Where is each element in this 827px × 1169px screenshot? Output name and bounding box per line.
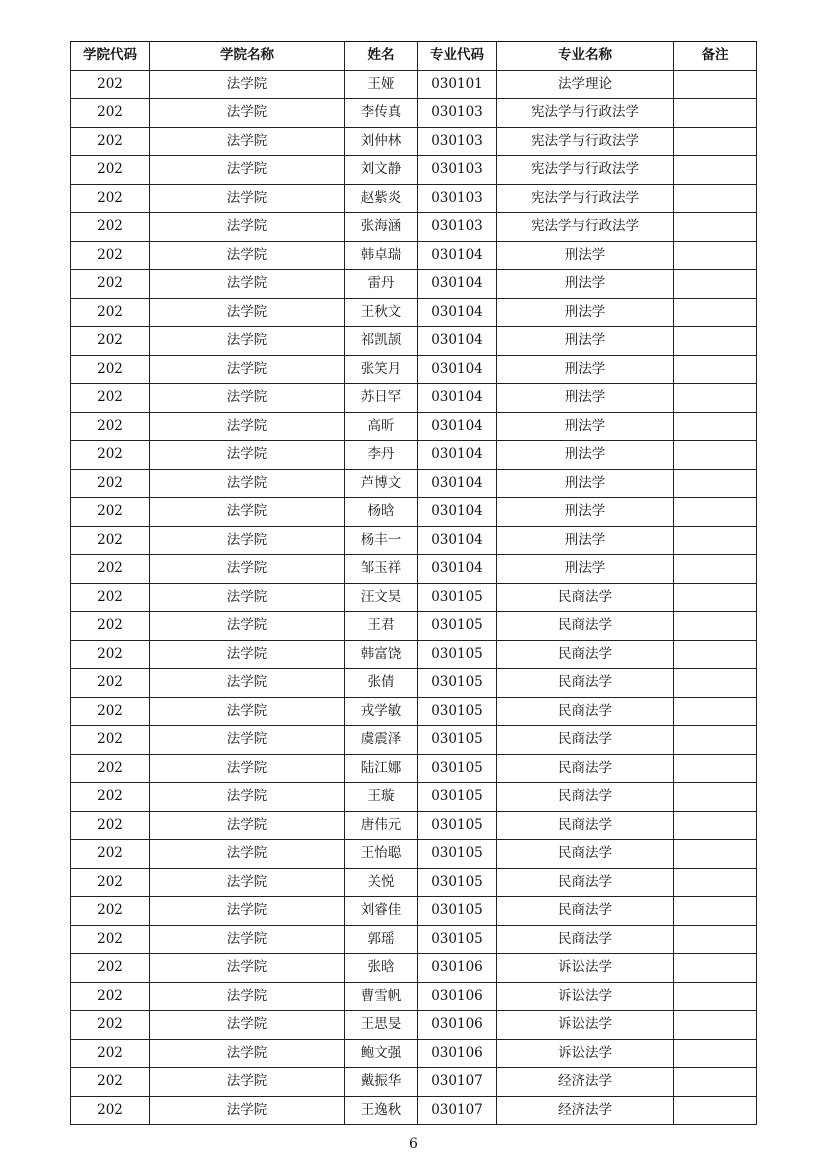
cell-major-code: 030105: [418, 783, 497, 812]
table-row: [71, 726, 757, 755]
table-row: [71, 840, 757, 869]
cell-college-code: 202: [71, 298, 150, 327]
cell-college-code: 202: [71, 754, 150, 783]
cell-remarks: [674, 498, 757, 527]
cell-major-name: 民商法学: [497, 811, 674, 840]
cell-major-name: 民商法学: [497, 612, 674, 641]
table-row: [71, 184, 757, 213]
table-row: [71, 868, 757, 897]
cell-college-name: 法学院: [150, 982, 345, 1011]
cell-student-name: 张笑月: [345, 355, 418, 384]
table-row: [71, 555, 757, 584]
cell-college-name: 法学院: [150, 469, 345, 498]
cell-major-code: 030106: [418, 1011, 497, 1040]
cell-student-name: 戴振华: [345, 1068, 418, 1097]
cell-college-name: 法学院: [150, 526, 345, 555]
cell-major-code: 030105: [418, 669, 497, 698]
cell-college-code: 202: [71, 726, 150, 755]
cell-major-code: 030104: [418, 298, 497, 327]
cell-student-name: 李传真: [345, 99, 418, 128]
cell-student-name: 王璇: [345, 783, 418, 812]
cell-major-name: 民商法学: [497, 640, 674, 669]
cell-college-name: 法学院: [150, 156, 345, 185]
table-row: [71, 640, 757, 669]
cell-remarks: [674, 526, 757, 555]
cell-remarks: [674, 241, 757, 270]
table-row: [71, 1068, 757, 1097]
cell-remarks: [674, 640, 757, 669]
cell-student-name: 曹雪帆: [345, 982, 418, 1011]
cell-major-code: 030104: [418, 327, 497, 356]
cell-student-name: 韩富饶: [345, 640, 418, 669]
cell-remarks: [674, 669, 757, 698]
cell-college-name: 法学院: [150, 897, 345, 926]
cell-college-name: 法学院: [150, 640, 345, 669]
cell-major-code: 030106: [418, 954, 497, 983]
cell-college-code: 202: [71, 612, 150, 641]
cell-major-name: 宪法学与行政法学: [497, 213, 674, 242]
cell-college-code: 202: [71, 783, 150, 812]
cell-college-name: 法学院: [150, 1039, 345, 1068]
cell-college-code: 202: [71, 669, 150, 698]
cell-college-name: 法学院: [150, 498, 345, 527]
cell-college-code: 202: [71, 127, 150, 156]
cell-remarks: [674, 270, 757, 299]
cell-major-name: 诉讼法学: [497, 982, 674, 1011]
cell-student-name: 王娅: [345, 70, 418, 99]
table-row: [71, 70, 757, 99]
cell-college-name: 法学院: [150, 925, 345, 954]
cell-major-code: 030104: [418, 270, 497, 299]
cell-major-code: 030106: [418, 982, 497, 1011]
cell-student-name: 韩卓瑞: [345, 241, 418, 270]
cell-college-name: 法学院: [150, 783, 345, 812]
cell-major-name: 刑法学: [497, 498, 674, 527]
cell-major-code: 030105: [418, 640, 497, 669]
cell-student-name: 王思旻: [345, 1011, 418, 1040]
cell-major-code: 030105: [418, 583, 497, 612]
cell-major-name: 刑法学: [497, 384, 674, 413]
table-row: [71, 355, 757, 384]
cell-college-name: 法学院: [150, 669, 345, 698]
cell-major-name: 经济法学: [497, 1068, 674, 1097]
cell-college-name: 法学院: [150, 840, 345, 869]
cell-college-code: 202: [71, 1039, 150, 1068]
cell-student-name: 李丹: [345, 441, 418, 470]
table-row: [71, 669, 757, 698]
cell-college-name: 法学院: [150, 1068, 345, 1097]
cell-college-name: 法学院: [150, 441, 345, 470]
cell-remarks: [674, 925, 757, 954]
cell-college-code: 202: [71, 156, 150, 185]
cell-major-name: 经济法学: [497, 1096, 674, 1125]
table-row: [71, 982, 757, 1011]
cell-student-name: 关悦: [345, 868, 418, 897]
table-row: [71, 697, 757, 726]
table-row: [71, 384, 757, 413]
cell-remarks: [674, 1068, 757, 1097]
cell-major-name: 诉讼法学: [497, 1039, 674, 1068]
cell-college-name: 法学院: [150, 811, 345, 840]
cell-major-code: 030101: [418, 70, 497, 99]
cell-college-name: 法学院: [150, 270, 345, 299]
cell-college-code: 202: [71, 982, 150, 1011]
cell-remarks: [674, 555, 757, 584]
cell-student-name: 王君: [345, 612, 418, 641]
cell-major-code: 030103: [418, 127, 497, 156]
cell-major-name: 民商法学: [497, 726, 674, 755]
cell-college-code: 202: [71, 925, 150, 954]
cell-major-code: 030103: [418, 213, 497, 242]
cell-major-code: 030104: [418, 384, 497, 413]
cell-college-name: 法学院: [150, 298, 345, 327]
cell-major-code: 030105: [418, 697, 497, 726]
cell-college-code: 202: [71, 640, 150, 669]
cell-college-code: 202: [71, 412, 150, 441]
cell-remarks: [674, 469, 757, 498]
cell-college-code: 202: [71, 840, 150, 869]
table-row: [71, 241, 757, 270]
cell-major-code: 030104: [418, 526, 497, 555]
cell-college-code: 202: [71, 441, 150, 470]
cell-college-code: 202: [71, 213, 150, 242]
cell-college-code: 202: [71, 270, 150, 299]
cell-college-name: 法学院: [150, 241, 345, 270]
cell-remarks: [674, 412, 757, 441]
cell-remarks: [674, 1011, 757, 1040]
cell-college-code: 202: [71, 469, 150, 498]
cell-major-code: 030104: [418, 241, 497, 270]
cell-college-name: 法学院: [150, 868, 345, 897]
cell-remarks: [674, 1039, 757, 1068]
header-college-name: 学院名称: [150, 42, 345, 71]
cell-remarks: [674, 441, 757, 470]
cell-remarks: [674, 811, 757, 840]
cell-student-name: 雷丹: [345, 270, 418, 299]
table-row: [71, 298, 757, 327]
cell-major-name: 宪法学与行政法学: [497, 127, 674, 156]
cell-college-code: 202: [71, 184, 150, 213]
table-row: [71, 1096, 757, 1125]
cell-college-code: 202: [71, 70, 150, 99]
cell-student-name: 芦博文: [345, 469, 418, 498]
table-row: [71, 441, 757, 470]
cell-student-name: 刘仲林: [345, 127, 418, 156]
cell-college-code: 202: [71, 384, 150, 413]
header-student-name: 姓名: [345, 42, 418, 71]
cell-student-name: 王怡聪: [345, 840, 418, 869]
cell-college-name: 法学院: [150, 697, 345, 726]
table-row: [71, 612, 757, 641]
table-row: [71, 754, 757, 783]
cell-major-code: 030105: [418, 726, 497, 755]
cell-remarks: [674, 213, 757, 242]
cell-college-code: 202: [71, 868, 150, 897]
cell-major-code: 030104: [418, 498, 497, 527]
cell-college-code: 202: [71, 498, 150, 527]
cell-student-name: 高昕: [345, 412, 418, 441]
cell-college-code: 202: [71, 555, 150, 584]
cell-major-code: 030103: [418, 99, 497, 128]
cell-college-code: 202: [71, 954, 150, 983]
cell-college-code: 202: [71, 355, 150, 384]
table-row: [71, 469, 757, 498]
cell-student-name: 鲍文强: [345, 1039, 418, 1068]
cell-major-code: 030105: [418, 868, 497, 897]
cell-major-name: 法学理论: [497, 70, 674, 99]
cell-remarks: [674, 726, 757, 755]
cell-major-name: 刑法学: [497, 327, 674, 356]
table-row: [71, 498, 757, 527]
cell-major-code: 030104: [418, 355, 497, 384]
cell-college-name: 法学院: [150, 412, 345, 441]
cell-student-name: 王秋文: [345, 298, 418, 327]
cell-major-code: 030105: [418, 840, 497, 869]
cell-remarks: [674, 1096, 757, 1125]
cell-remarks: [674, 384, 757, 413]
cell-student-name: 刘文静: [345, 156, 418, 185]
header-remarks: 备注: [674, 42, 757, 71]
table-row: [71, 954, 757, 983]
cell-major-name: 刑法学: [497, 355, 674, 384]
header-major-code: 专业代码: [418, 42, 497, 71]
cell-major-name: 刑法学: [497, 526, 674, 555]
table-header: [71, 42, 757, 71]
cell-major-name: 民商法学: [497, 697, 674, 726]
table-row: [71, 127, 757, 156]
table-row: [71, 270, 757, 299]
header-college-code: 学院代码: [71, 42, 150, 71]
cell-major-name: 刑法学: [497, 469, 674, 498]
cell-college-name: 法学院: [150, 555, 345, 584]
cell-remarks: [674, 954, 757, 983]
cell-student-name: 虞震泽: [345, 726, 418, 755]
cell-major-name: 刑法学: [497, 555, 674, 584]
cell-major-name: 刑法学: [497, 241, 674, 270]
cell-major-name: 民商法学: [497, 897, 674, 926]
page-number: 6: [409, 1136, 418, 1152]
cell-college-code: 202: [71, 327, 150, 356]
cell-major-code: 030107: [418, 1068, 497, 1097]
cell-college-name: 法学院: [150, 355, 345, 384]
cell-college-name: 法学院: [150, 754, 345, 783]
cell-major-name: 宪法学与行政法学: [497, 184, 674, 213]
cell-major-name: 诉讼法学: [497, 954, 674, 983]
table-row: [71, 213, 757, 242]
cell-major-code: 030103: [418, 184, 497, 213]
cell-remarks: [674, 754, 757, 783]
cell-major-name: 刑法学: [497, 412, 674, 441]
table-row: [71, 783, 757, 812]
cell-major-name: 诉讼法学: [497, 1011, 674, 1040]
table-row: [71, 583, 757, 612]
table-row: [71, 1039, 757, 1068]
cell-student-name: 张晗: [345, 954, 418, 983]
student-roster-table: [70, 41, 757, 1125]
cell-remarks: [674, 355, 757, 384]
cell-remarks: [674, 840, 757, 869]
cell-college-code: 202: [71, 1096, 150, 1125]
cell-college-name: 法学院: [150, 612, 345, 641]
cell-remarks: [674, 298, 757, 327]
table-body: [71, 70, 757, 1125]
cell-remarks: [674, 868, 757, 897]
cell-student-name: 祁凯颉: [345, 327, 418, 356]
cell-student-name: 杨丰一: [345, 526, 418, 555]
cell-remarks: [674, 70, 757, 99]
cell-remarks: [674, 697, 757, 726]
table-row: [71, 925, 757, 954]
cell-remarks: [674, 583, 757, 612]
table-row: [71, 897, 757, 926]
cell-college-code: 202: [71, 241, 150, 270]
cell-remarks: [674, 612, 757, 641]
cell-student-name: 唐伟元: [345, 811, 418, 840]
cell-major-name: 民商法学: [497, 669, 674, 698]
cell-student-name: 张海涵: [345, 213, 418, 242]
cell-college-name: 法学院: [150, 384, 345, 413]
cell-remarks: [674, 127, 757, 156]
cell-major-name: 民商法学: [497, 868, 674, 897]
cell-college-code: 202: [71, 526, 150, 555]
cell-major-code: 030105: [418, 897, 497, 926]
cell-remarks: [674, 897, 757, 926]
cell-major-code: 030105: [418, 925, 497, 954]
cell-college-name: 法学院: [150, 1011, 345, 1040]
cell-college-code: 202: [71, 897, 150, 926]
cell-college-name: 法学院: [150, 127, 345, 156]
cell-student-name: 刘睿佳: [345, 897, 418, 926]
cell-college-code: 202: [71, 99, 150, 128]
cell-college-code: 202: [71, 811, 150, 840]
cell-college-name: 法学院: [150, 70, 345, 99]
cell-major-name: 宪法学与行政法学: [497, 99, 674, 128]
cell-major-code: 030106: [418, 1039, 497, 1068]
cell-remarks: [674, 783, 757, 812]
cell-student-name: 王逸秋: [345, 1096, 418, 1125]
cell-remarks: [674, 99, 757, 128]
cell-student-name: 苏日罕: [345, 384, 418, 413]
cell-major-name: 民商法学: [497, 840, 674, 869]
cell-major-code: 030104: [418, 555, 497, 584]
cell-college-name: 法学院: [150, 184, 345, 213]
cell-student-name: 戎学敏: [345, 697, 418, 726]
cell-major-name: 刑法学: [497, 298, 674, 327]
cell-major-name: 宪法学与行政法学: [497, 156, 674, 185]
cell-major-code: 030105: [418, 754, 497, 783]
cell-college-name: 法学院: [150, 1096, 345, 1125]
cell-major-code: 030103: [418, 156, 497, 185]
header-major-name: 专业名称: [497, 42, 674, 71]
table-row: [71, 327, 757, 356]
cell-college-name: 法学院: [150, 327, 345, 356]
cell-major-name: 民商法学: [497, 583, 674, 612]
header-row: [71, 42, 757, 71]
cell-major-code: 030104: [418, 441, 497, 470]
cell-student-name: 邹玉祥: [345, 555, 418, 584]
cell-college-name: 法学院: [150, 99, 345, 128]
cell-major-name: 民商法学: [497, 754, 674, 783]
cell-major-code: 030104: [418, 412, 497, 441]
table-row: [71, 156, 757, 185]
cell-college-code: 202: [71, 1011, 150, 1040]
cell-college-name: 法学院: [150, 954, 345, 983]
cell-student-name: 赵紫炎: [345, 184, 418, 213]
cell-major-code: 030104: [418, 469, 497, 498]
cell-remarks: [674, 156, 757, 185]
cell-major-code: 030105: [418, 811, 497, 840]
cell-major-name: 刑法学: [497, 441, 674, 470]
table-row: [71, 811, 757, 840]
cell-major-code: 030105: [418, 612, 497, 641]
cell-college-name: 法学院: [150, 213, 345, 242]
table-row: [71, 412, 757, 441]
cell-major-name: 民商法学: [497, 925, 674, 954]
table-row: [71, 526, 757, 555]
cell-remarks: [674, 184, 757, 213]
cell-college-code: 202: [71, 697, 150, 726]
cell-student-name: 杨晗: [345, 498, 418, 527]
cell-remarks: [674, 327, 757, 356]
cell-college-code: 202: [71, 1068, 150, 1097]
cell-student-name: 陆江娜: [345, 754, 418, 783]
table-row: [71, 1011, 757, 1040]
cell-major-code: 030107: [418, 1096, 497, 1125]
cell-remarks: [674, 982, 757, 1011]
table-row: [71, 99, 757, 128]
cell-student-name: 郭瑶: [345, 925, 418, 954]
cell-college-name: 法学院: [150, 583, 345, 612]
cell-student-name: 张倩: [345, 669, 418, 698]
cell-student-name: 汪文昊: [345, 583, 418, 612]
cell-major-name: 民商法学: [497, 783, 674, 812]
cell-college-code: 202: [71, 583, 150, 612]
cell-major-name: 刑法学: [497, 270, 674, 299]
cell-college-name: 法学院: [150, 726, 345, 755]
